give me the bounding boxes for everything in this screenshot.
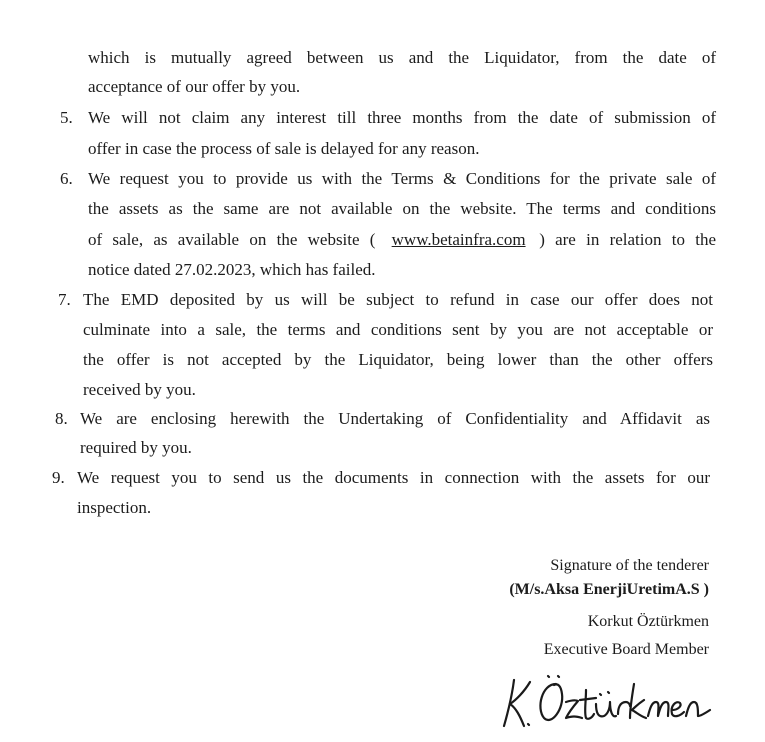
item-7-line-3: the offer is not accepted by the Liquidator, being lower than the other offers bbox=[83, 350, 713, 369]
signatory-name: Korkut Öztürkmen bbox=[587, 613, 709, 630]
signatory-title: Executive Board Member bbox=[543, 641, 709, 658]
item-6-line-3-text: of sale, as available on the website ( bbox=[88, 230, 376, 249]
item-6-line-3-start bbox=[88, 230, 378, 250]
signature-label: Signature of the tenderer bbox=[550, 557, 709, 574]
item-4-line-1: which is mutually agreed between us and the Liquidator, from the date of bbox=[88, 48, 716, 67]
item-6-number: 6. bbox=[60, 169, 73, 188]
item-5-number: 5. bbox=[60, 108, 73, 127]
item-8-number: 8. bbox=[55, 409, 68, 428]
item-9-line-2: inspection. bbox=[77, 498, 152, 517]
item-6-line-1: We request you to provide us with the Terms & Conditions for the private sale of bbox=[88, 169, 716, 188]
item-8-line-1: We are enclosing herewith the Undertaking of Confidentiality and Affidavit as bbox=[80, 409, 710, 428]
item-5-line-1: We will not claim any interest till three months from the date of submission of bbox=[88, 108, 716, 127]
item-7-line-1: The EMD deposited by us will be subject to refund in case our offer does not bbox=[83, 290, 713, 309]
item-7-number: 7. bbox=[58, 290, 71, 309]
item-9-line-1: We request you to send us the documents in connection with the assets for our bbox=[77, 468, 710, 487]
item-4-line-2: acceptance of our offer by you. bbox=[88, 77, 301, 96]
item-6-line-3-end: ) are in relation to the bbox=[539, 230, 716, 249]
item-6-line-4: notice dated 27.02.2023, which has failed. bbox=[88, 260, 376, 279]
website-link[interactable]: www.betainfra.com bbox=[391, 230, 526, 249]
item-7-line-2: culminate into a sale, the terms and conditions sent by you are not acceptable or bbox=[83, 320, 713, 339]
tenderer-company: (M/s.Aksa EnerjiUretimA.S ) bbox=[509, 581, 709, 598]
handwritten-signature bbox=[500, 668, 715, 738]
item-6-line-2: the assets as the same are not available on the website. The terms and conditions bbox=[88, 199, 716, 218]
item-5-line-2: offer in case the process of sale is delayed for any reason. bbox=[88, 139, 480, 158]
item-9-number: 9. bbox=[52, 468, 65, 487]
item-8-line-2: required by you. bbox=[80, 438, 192, 457]
item-7-line-4: received by you. bbox=[83, 380, 196, 399]
item-6-line-3 bbox=[88, 230, 716, 250]
